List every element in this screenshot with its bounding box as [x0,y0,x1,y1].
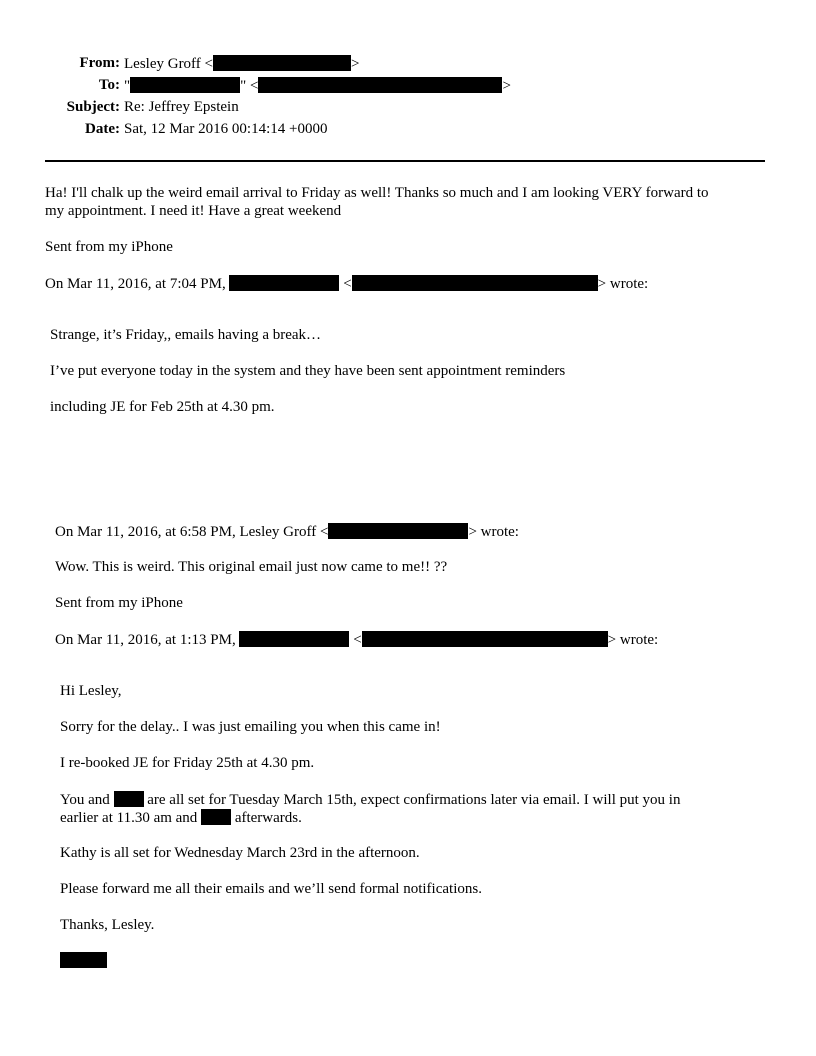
signature-sent-from: Sent from my iPhone [55,595,183,611]
redaction-block [352,275,598,291]
quoted-line: I’ve put everyone today in the system and they have been sent appointment reminders [50,363,566,379]
quoted-line: Thanks, Lesley. [60,917,155,933]
subject-value: Re: Jeffrey Epstein [124,99,239,115]
quote-attribution [45,275,648,293]
from-name: Lesley Groff < [124,56,213,72]
attribution-text: On Mar 11, 2016, at 1:13 PM, [55,632,236,648]
date-value: Sat, 12 Mar 2016 00:14:14 +0000 [124,121,328,137]
quoted-text: You and [60,792,110,808]
to-mid: " < [240,78,259,94]
to-label: To: [98,77,120,93]
to-close: > [502,78,511,94]
quoted-line [60,809,302,827]
from-value [124,55,359,73]
quoted-line: Strange, it’s Friday,, emails having a break… [50,327,322,343]
to-open: " [124,78,131,94]
redaction-block [258,77,502,93]
attribution-text: < [343,276,352,292]
redaction-block [60,952,107,968]
body-paragraph-line: my appointment. I need it! Have a great weekend [45,203,342,219]
quoted-line: I re-booked JE for Friday 25th at 4.30 pm. [60,755,315,771]
quoted-line [60,791,680,809]
quote-attribution [55,523,519,541]
quoted-line: Sorry for the delay.. I was just emailing you when this came in! [60,719,441,735]
attribution-text: On Mar 11, 2016, at 7:04 PM, [45,276,226,292]
redaction-block [130,77,240,93]
quoted-text: are all set for Tuesday March 15th, expect confirmations later via email. I will put you in [147,792,681,808]
quoted-line: Please forward me all their emails and we’ll send formal notifications. [60,881,482,897]
quoted-line: including JE for Feb 25th at 4.30 pm. [50,399,275,415]
quoted-line: Wow. This is weird. This original email just now came to me!! ?? [55,559,448,575]
redaction-block [362,631,608,647]
attribution-text: On Mar 11, 2016, at 6:58 PM, Lesley Groff < [55,524,329,540]
attribution-text: > wrote: [597,276,649,292]
attribution-text: < [353,632,362,648]
quoted-line: Hi Lesley, [60,683,122,699]
redaction-block [328,523,468,539]
quoted-text: afterwards. [234,810,302,826]
redaction-block [229,275,339,291]
redaction-block [239,631,349,647]
from-close: > [351,56,360,72]
signature-sent-from: Sent from my iPhone [45,239,173,255]
attribution-text: > wrote: [468,524,519,540]
redaction-block [114,791,144,807]
date-label: Date: [85,121,120,137]
to-value [124,77,511,95]
body-paragraph-line: Ha! I'll chalk up the weird email arrival to Friday as well! Thanks so much and I am looking VERY forward to [45,185,709,201]
quoted-line: Kathy is all set for Wednesday March 23rd in the afternoon. [60,845,420,861]
quote-attribution [55,631,658,649]
subject-label: Subject: [66,99,120,115]
from-label: From: [79,55,120,71]
redaction-block [213,55,351,71]
redaction-block [201,809,231,825]
quoted-text: earlier at 11.30 am and [60,810,198,826]
header-divider [45,160,765,162]
attribution-text: > wrote: [607,632,659,648]
